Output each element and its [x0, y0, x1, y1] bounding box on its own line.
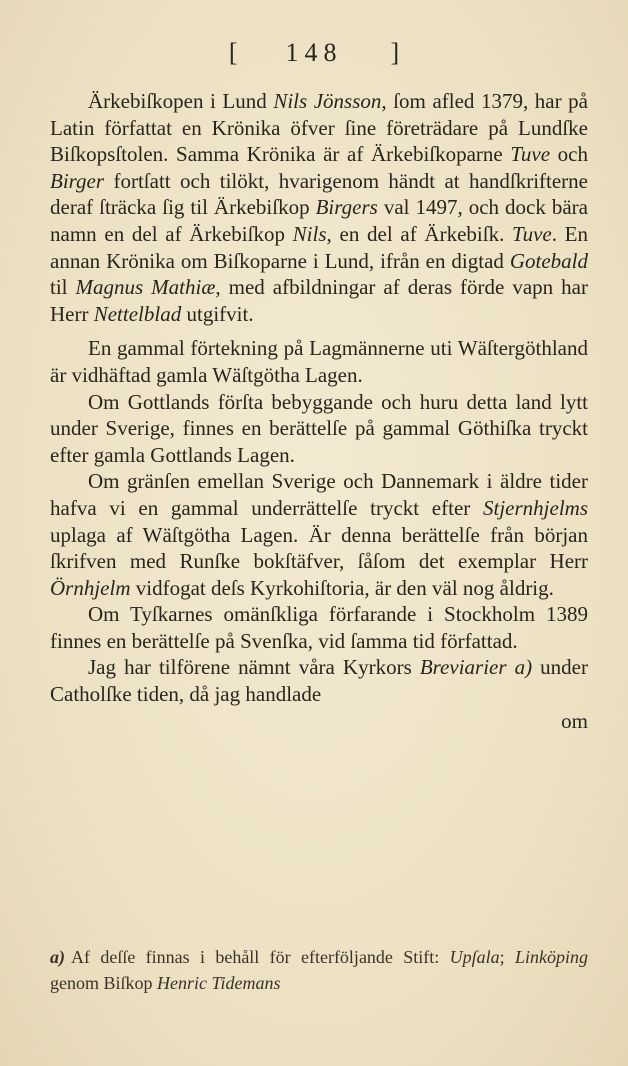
italic-name: Nils Jönsson — [273, 89, 382, 113]
text-run: Jag har tilförene nämnt våra Kyrkors — [88, 655, 420, 680]
text-run: Om Gottlands förſta bebyggande och huru detta land lytt under Sverige, finnes en berättelſe på gammal Göthiſka tryckt efter gamla Gottlands Lagen. — [50, 389, 588, 467]
page-number: 148 — [285, 38, 343, 67]
catchword: om — [561, 708, 588, 733]
page-header — [0, 38, 628, 68]
footnote-text — [50, 947, 588, 993]
footnote-mark: a) — [50, 947, 65, 967]
text-run: . En annan Krönika om Biſkoparne i Lund, ifrån en digtad — [50, 221, 589, 273]
text-run: genom Biſkop — [50, 973, 157, 993]
italic-name: Tuve — [510, 142, 551, 167]
italic-name: Nils — [292, 221, 327, 246]
text-run: Ärkebiſkopen i Lund — [88, 89, 274, 113]
text-run: val 1497, och dock bära namn en del af Ärkebiſkop — [50, 195, 588, 246]
text-run: , med afbildningar af deras förde vapn har Herr — [50, 275, 588, 326]
italic-name: Upſala — [449, 947, 500, 967]
paragraph-gotland — [50, 389, 588, 469]
text-run: , ſom afled 1379, har på Latin författat en Krönika öfver ſine företrädare på Lundſke Biſkopsſtolen. Samma Krönika är af Ärkebiſkoparne — [50, 89, 588, 167]
italic-name: Henric Tidemans — [157, 973, 281, 993]
text-run: Om gränſen emellan Sverige och Dannemark i äldre tider hafva vi en gammal underrättelſe tryckt efter — [50, 469, 588, 520]
text-run: , en del af Ärkebiſk. — [326, 221, 513, 246]
italic-name: Magnus Mathiæ — [75, 275, 216, 300]
footnote — [50, 944, 588, 996]
text-run: En gammal förtekning på Lagmännerne uti Wäſtergöthland är vidhäftad gamla Wäſtgötha Lagen. — [50, 336, 588, 387]
text-run: Om Tyſkarnes omänſkliga förfarande i Stockholm 1389 finnes en berättelſe på Svenſka, vid ſamma tid författad. — [50, 602, 588, 653]
text-run: utgifvit. — [181, 301, 254, 326]
body-text — [50, 88, 588, 734]
text-run: ; — [499, 947, 515, 967]
paragraph-lawmen-list — [50, 335, 588, 388]
text-run: Af deſſe finnas i behåll för efterföljande Stift: — [71, 947, 450, 967]
italic-name: Birgers — [315, 195, 378, 220]
italic-name: Birger — [50, 168, 105, 193]
italic-name: Linköping — [514, 947, 588, 967]
text-run: vidfogat deſs Kyrkohiſtoria, är den väl nog åldrig. — [130, 575, 554, 600]
left-bracket: [ — [228, 38, 238, 67]
paragraph-stockholm-1389 — [50, 601, 588, 654]
italic-name: Stjernhjelms — [483, 495, 588, 520]
text-run: fortſatt och tilökt, hvarigenom händt at handſkrifterne deraf ſträcka ſig til Ärkebiſkop — [50, 168, 588, 220]
italic-name: Gotebald — [509, 248, 588, 273]
paragraph-archbishop-chronicle — [50, 88, 588, 327]
text-run: uplaga af Wäſtgötha Lagen. Är denna berättelſe från början ſkrifven med Runſke bokſtäfver, ſåſom det exemplar Herr — [50, 522, 588, 574]
text-run: och — [550, 142, 588, 167]
text-run: under Catholſke tiden, då jag handlade — [50, 655, 588, 707]
italic-name: Nettelblad — [93, 301, 182, 326]
paragraph-border — [50, 468, 588, 601]
italic-name: Breviarier a) — [419, 655, 533, 680]
right-bracket: ] — [390, 38, 400, 67]
paragraph-breviaries — [50, 654, 588, 707]
italic-name: Örnhjelm — [50, 575, 131, 600]
text-run: til — [50, 275, 76, 300]
italic-name: Tuve — [512, 221, 552, 246]
